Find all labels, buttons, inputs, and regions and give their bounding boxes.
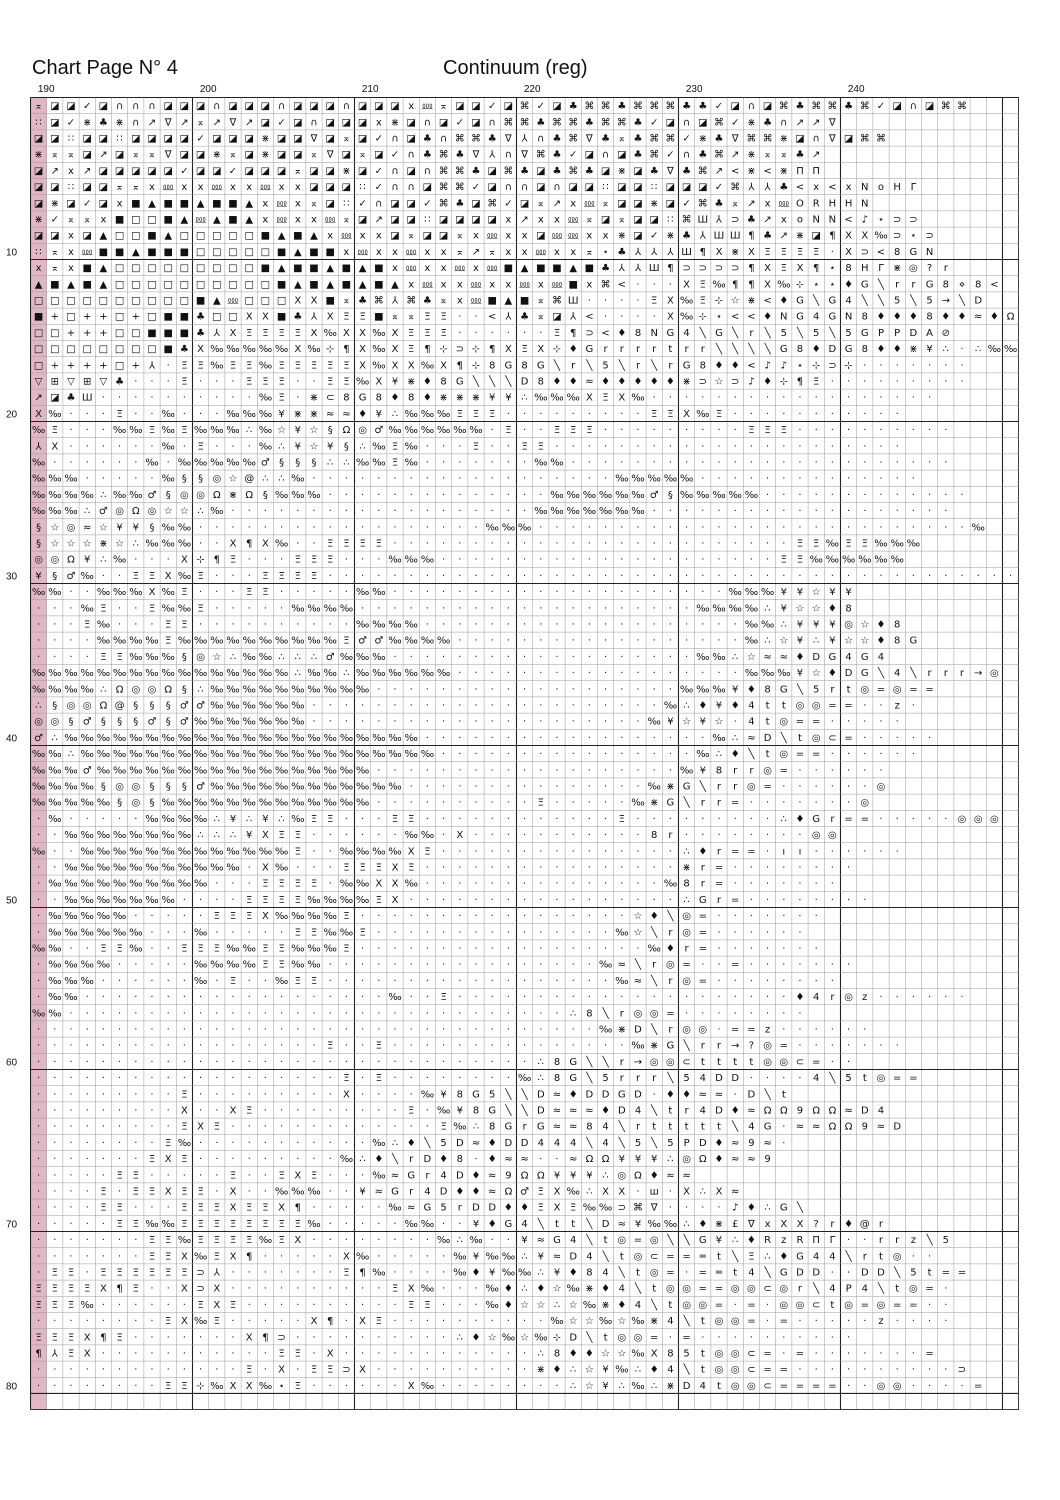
grid-row-symbols: · ‰ ‰ ‰ ‰ ‰ · · · · · Ξ Ξ Ξ Ⅹ ‰ ‰ ‰ ‰ Ξ · · · · · · · · · · · · · · · · · ☆ ♦ ╲ ◎ = · · ⋅ · · ⋅ · — [37, 911, 818, 923]
row-label: 70 — [6, 1219, 18, 1231]
grid-row-symbols: □ □ □ □ □ □ □ □ □ □ ■ ▲ ⅏ □ □ □ Ⅹ Ⅹ ■ ⌅ ♣ ⌘ ⅄ ⌘ ♣ ⌅ ⅹ ⅏ ■ ▲ ■ ⌅ ⌘ Ш · · · · Ξ Ⅹ ‰ Ξ ⊹ ☆ ⋇ < ♦ G ╲ G 4 ╲ ╲ 5 ╲ 5 → ╲ D — [33, 295, 983, 307]
grid-row-symbols: · · · · Ξ Ξ ‰ ‰ ‰ § ◎ ☆ ∴ ‰ ‰ ∴ ∴ ∴ ♂ ‰ ‰ ‰ · · · · · · · · · · · · · · · · · · · ‰ ‰ ∴ ☆ ≈ ≈ ♦ D G 4 G 4 — [37, 651, 885, 663]
column-label: 240 — [847, 84, 865, 95]
grid-row-symbols: · · · · · · · Ξ Ξ Ⅹ ‰ Ξ Ⅹ ¶ · · · · · Ⅹ ‰ · · · · · ‰ ¥ ‰ ‰ ∴ ¥ ≈ D 4 ╲ t ◎ ⊂ = = ═ t ╲ Ξ ∴ ♦ G 4 4 ╲ r t ◎ · · — [37, 1251, 932, 1263]
grid-row-symbols: ‰ ‰ ‰ ‰ ‰ ‰ ‰ ‰ ‰ ‰ ‰ ‰ ‰ ‰ ‰ ‰ ∴ ‰ ‰ ∴ ‰ ‰ ‰ ‰ ‰ ‰ · · · · · · · · · · · · · · · · · · ‰ ‰ ‰ ¥ ☆ ♦ D G ╲ 4 ╲ r r r → ◎ — [31, 668, 999, 680]
grid-row-symbols: ‰ ‰ ‰ ‰ § ◎ ◎ § § § ♂ ‰ ‰ ‰ ‰ ‰ ‰ ‰ ‰ ‰ ‰ ‰ ‰ · · · · · · · · · · · · · · · ‰ ⋇ G ╲ r r ◎ = · · ⋅ · ⋅ · ◎ — [31, 781, 886, 793]
row-label: 60 — [6, 1057, 18, 1069]
symbol-layer — [32, 101, 1017, 1392]
grid-row-symbols: · ‰ ‰ ‰ ‰ ‰ ‰ ‰ ‰ ‰ ‰ · · · Ξ Ξ Ξ Ξ · ‰ ‰ Ⅹ Ⅹ ‰ · · · · · · · · · · · · · · · ‰ 8 r = · · ⋅ · · ⋅ · — [37, 878, 834, 890]
row-label: 80 — [6, 1381, 18, 1393]
grid-row-symbols: ‰ ‰ ‰ ♂ ‰ ‰ ‰ ‰ ‰ ‰ ‰ ‰ ‰ ‰ ‰ ‰ ‰ ‰ ‰ ‰ ‰ · · · · · · · · · · · · · · · · · · · ‰ ¥ 8 r r ◎ = · · ⋅ · ⋅ · — [31, 765, 883, 777]
grid-row-symbols: ‰ Ξ · · · ‰ ‰ Ξ ‰ Ξ ‰ ‰ ‰ ∴ ‰ ☆ ¥ ☆ § Ω ◎ ♂ ‰ ‰ ‰ ‰ ‰ ‰ · Ξ · · Ξ Ξ Ξ · · · · · · · · · Ξ Ξ Ξ · · · · · · · · · · — [31, 425, 948, 437]
grid-row-symbols: · · · · · · · Ξ Ⅹ Ξ · · · · · · · · · ‰ ∴ ♦ ╲ r D ♦ 8 ⋅ ♦ ≈ ≈ ⋅ ⋅ ≈ Ω Ω ¥ ¥ ¥ ∴ ◎ Ω ♦ ≈ ≈ 9 — [37, 1154, 771, 1166]
grid-row-symbols: · · · · · Ξ Ξ · · · · · Ξ · · Ξ Ⅹ Ξ · · · ‰ ≈ G r 4 D ♦ ≈ 9 Ω Ω ¥ ¥ ¥ ∴ ◎ Ω ♦ ≈ ≈ — [37, 1170, 691, 1182]
grid-row-symbols: · ‰ · · · · · ‰ ‰ ‰ ‰ ∴ ¥ ∴ ¥ ∴ ‰ Ξ Ξ · · · Ξ Ξ · · · · · · · · · · · · Ξ · · · · · · · · · ∴ ♦ G r = = · · ⋅ · · ◎ ◎ ◎ — [37, 813, 999, 825]
grid-row-symbols: □ + + + + □ + ⅄ · Ξ Ξ ‰ Ξ Ξ ‰ Ξ Ξ Ξ Ξ Ξ Ⅹ ‰ Ⅹ Ⅹ ‰ Ⅹ ¶ ⊹ 8 G 8 G ╲ r ╲ 5 ╲ r ╲ r G 8 ♦ ♦ < ♪ ♪ ⋆ ⊹ ⊃ ⊹ · · · · · · · — [33, 360, 964, 372]
grid-row-symbols: Ξ Ξ Ξ Ⅹ ¶ Ξ · · · · · · · Ⅹ ¶ ⊃ · · · · · · · · · · ∴ ♦ ☆ ‰ ☆ ‰ ⊹ D ╲ t ◎ ◎ = · = · · ⋅ · · ⋅ · · ⋅ · — [35, 1332, 851, 1344]
grid-row-symbols: □ □ + + + □ □ ■ ■ ■ ♣ ⅄ Ⅹ Ξ Ξ Ξ Ξ Ⅹ ‰ Ⅹ Ⅹ ‰ Ⅹ Ξ Ξ Ξ · · · · · · Ξ ¶ ⊃ < ♦ 8 N G 4 ╲ G ╲ r ╲ 5 ╲ 5 ╲ 5 G P P D A ⊘ — [33, 327, 950, 339]
grid-row-symbols: · · · · · · · · Ξ ‰ · · · · · · · · · · · ‰ ∴ ♦ ╲ 5 D ≈ ♦ D D 4 4 4 ╲ 4 ╲ 5 ╲ 5 P D ♦ ≈ 9 ≈ ⋅ — [37, 1137, 786, 1149]
grid-row-symbols: Ξ Ξ Ξ ‰ · · · · · · Ξ Ⅹ Ξ · · · · · · · · · · Ξ Ξ · · · ‰ ♦ ☆ ☆ ∴ ☆ ‰ ⋇ ♦ 4 ╲ t ◎ ◎ = · = · ◎ ◎ ⊂ t ◎ = ◎ = = · · — [35, 1299, 948, 1311]
row-label: 10 — [6, 247, 18, 259]
row-label: 40 — [6, 733, 18, 745]
grid-row-symbols: ▲ ■ ▲ ■ ▲ □ □ □ □ □ □ □ □ □ □ ■ ▲ ■ ▲ ■ ▲ ■ ▲ ⅹ ⅏ ⅹ ⅹ ⅏ ⅹ ⅹ ⅏ ⅹ ⅏ ■ ⅹ ⌘ < · · · Ⅹ Ξ ‰ ¶ ¶ Ⅹ ‰ ⊹ ⋆ ⋆ ♦ G ╲ r r G 8 ⋄ 8 < — [34, 279, 999, 291]
grid-row-symbols: · ‰ ‰ ‰ · · · · · · ‰ · Ξ · · ‰ Ξ Ξ · · · · · · · · · · · · · · · · · · ‰ ≈ ╲ r ◎ = · · ⋅ · · · ⋅ · — [37, 975, 834, 987]
grid-row-symbols: · ‰ ‰ ‰ ‰ ‰ ‰ · · · ‰ · · · · · Ξ Ξ ‰ ‰ Ξ · · · · · · · · · · · · · · · ‰ ☆ ╲ r ◎ = · ⋅ · · ⋅ · — [37, 927, 802, 939]
grid-row-symbols: ⅹ ⌅ ⅹ ■ ▲ □ □ □ □ □ □ □ □ □ ■ ▲ ■ ■ ▲ ■ ▲ ■ ⅹ ⅏ ⅹ ⅹ ⅏ ⅹ ⅏ ■ ▲ ■ ■ ▲ ■ ♣ ⅄ ⅄ Ш ¶ ⊃ ⊃ ⊃ ⊃ ¶ Ⅹ Ξ Ⅹ ¶ ⋆ 8 H Γ ⋇ ◎ ? r — [35, 263, 948, 275]
grid-row-symbols: ∴ § ◎ ◎ Ω @ § § § ♂ ♂ ‰ ‰ ‰ ‰ ‰ ‰ · · · · · · · · · · · · · · · · · · · · · · ‰ ∴ ♦ ¥ ♦ 4 t t ◎ ◎ = = · · z · — [35, 700, 915, 712]
grid-row-symbols: · · · · Ξ Ξ · · · Ξ Ξ Ξ Ⅹ Ξ Ξ Ⅹ ¶ · · · · · ‰ ≈ G 5 r D D ♦ ♦ Ξ Ⅹ Ξ ‰ ‰ ⊃ ⌘ ∇ · · ⋅ · ♪ ♦ ∴ G ╲ — [37, 1202, 803, 1214]
row-label: 30 — [6, 571, 18, 583]
grid-row-symbols: · · · · · · · · Ξ Ξ ⊹ ‰ Ⅹ Ⅹ ‰ ⋆ Ξ · · · · · · Ⅹ ‰ · · · · · · · · ∴ ☆ ¥ ∴ ‰ ∴ ⋇ D 4 t ◎ ◎ ⊂ = = = = · · ◎ ◎ ⋅ · · ⋅ = — [37, 1380, 983, 1392]
grid-row-symbols: ‰ ‰ ∴ ‰ ‰ ‰ ‰ ‰ ‰ ‰ ‰ ‰ ‰ ‰ ‰ ‰ ‰ ‰ ‰ ‰ ‰ ‰ ‰ ‰ ‰ · · · · · · · · · · · · · · · · ‰ ∴ ♦ ╲ t ◎ = = · · ⋅ · · ⋅ — [31, 749, 915, 761]
grid-row-symbols: · · · · · · · · · · · · · · · · · · · Ξ · Ξ · · · · · · · · ‰ ∴ 8 G ╲ 5 r r r ╲ 5 4 D D ⋅ ⋅ ⋅ ⋅ 4 ╲ 5 t ◎ = = — [37, 1073, 918, 1085]
grid-row-symbols: ⌅ ◪ ◪ ✓ ◪ ∩ ∩ ∩ ◪ ◪ ◪ ∩ ◪ ◪ ◪ ∩ ◪ ◪ ◪ ∩ ◪ ◪ ◪ ⅹ ⅏ ⌅ ◪ ◪ ✓ ◪ ⌘ ✓ ◪ ♣ ⌘ ⌘ ♣ ⌘ ⌘ ⌘ ♣ ♣ ✓ ◪ ∩ ◪ ⌘ ♣ ⌘ ⌘ ♣ ⌘ ✓ ◪ ∩ ◪ ⌘ ⌘ — [34, 101, 967, 113]
grid-row-symbols: ‰ · · · · · · ‰ · ‰ ‰ ‰ ‰ ‰ ♂ § § § ∴ ∴ ‰ ‰ Ξ ‰ · · · · · · · ‰ ‰ · · · · · · · · · · · · · · · · · · · · · · · · — [31, 457, 948, 469]
grid-row-symbols: ⅄ Ⅹ · · · · · · ‰ · Ξ · · · ‰ ∴ ¥ ☆ ¥ § ∴ ‰ Ξ ‰ · · · Ξ · · Ξ Ξ · · · · · · · · · · · · · · · · · · · · · · — [35, 441, 899, 453]
grid-row-symbols: · · · · · · · · · Ξ Ⅹ Ξ · · · · · · · · · · · · · Ξ ‰ ∴ 8 G r G ≈ ≈ 8 4 ╲ r t t t t t ╲ 4 G ⋅ ≈ ≈ Ω Ω 9 ≈ D — [37, 1121, 902, 1133]
grid-row-symbols: · ‰ ‰ · · · · · · · · · · · · · · · · · · · ‰ · · Ξ · · · · · · · · · · · · · · · · · · · · · ♦ 4 r ◎ z · ⋅ · · ⋅ · — [37, 992, 964, 1004]
grid-row-symbols: ↗ ◪ ♣ Ш · · · · · · · · · · ‰ Ξ · ⋇ ⊂ 8 G 8 ♦ 8 ♦ ⋇ ⋇ ⋇ ¥ ¥ ∴ ‰ ‰ ‰ Ⅹ Ξ Ⅹ ‰ · · · · · · · · · · · · · · · · · · — [34, 392, 932, 404]
grid-row-symbols: · · · Ξ ‰ · · · Ξ Ξ · · · · · · · · · · ‰ ‰ ‰ ‰ · · · · · · · · · · · · · · · · · · · · ‰ ‰ ∴ ¥ ¥ ¥ ◎ ☆ ♦ 8 — [37, 619, 901, 631]
grid-row-symbols: · · ‰ ‰ ‰ ‰ ‰ ‰ ‰ · · · · Ξ Ξ Ξ Ξ ‰ ‰ ‰ ‰ Ξ Ⅹ · · · · · · · · · · · · · · · · · ∴ G r = · · · ⋅ · · ⋅ · — [37, 894, 867, 906]
grid-row-symbols: ‰ · · ‰ ‰ ‰ ‰ ‰ ‰ ‰ ‰ ‰ ‰ ‰ ‰ ‰ Ξ · · ‰ ‰ ‰ ‰ Ⅹ Ξ · · · · · · · · · · · · · · · ∴ ♦ r = = · ı ı · ⋅ · · ⋅ · — [31, 846, 899, 858]
grid-row-symbols: · Ξ Ξ · Ξ Ξ Ξ Ξ Ξ Ξ ⊃ ⅄ · · · · · · · Ξ ¶ ‰ · · · · ‰ ♦ ¥ ‰ ‰ ∴ ¥ ♦ 8 4 ╲ t ◎ = · = ═ t 4 ╲ G D D ⋅ ⋅ D D ╲ 5 t = = — [37, 1267, 967, 1279]
grid-row-symbols: Ξ Ξ Ξ Ξ Ⅹ ¶ Ξ · · Ⅹ ⊃ Ⅹ · · · · · · · · · · Ξ Ⅹ ‰ · · · ‰ ♦ ∴ ♦ ☆ ‰ ⋇ ♦ 4 ╲ t ◎ ◎ = = ◎ ◎ ⊂ ◎ r ╲ 4 P 4 ╲ t ◎ = · — [35, 1283, 948, 1295]
grid-row-symbols: · · · · · · · · · · · · · Ξ · Ⅹ · Ξ Ξ ⊃ Ⅹ · · · · · · · · · · ⋇ ♦ ∴ ☆ ¥ ‰ ∴ ♦ 4 ╲ t ◎ ◎ ⊂ = = · · · · · ⋅ · · ⋅ · ⊃ — [37, 1364, 967, 1376]
grid-row-symbols: ⋇ ✓ ⌅ ⌅ ⅹ ■ □ □ ■ ▲ ⅏ ▲ ■ ▲ ⅹ ⅏ ⅹ ⅹ ⅏ ⌅ ◪ ↗ ◪ ◪ ∷ ◪ ◪ ◪ ◪ ⅹ ↗ ⅹ ⅹ ⅏ ⌅ ◪ ⌅ ◪ ◪ ∷ ⌘ Ш ⅄ ⊃ ♣ ↗ ⅹ ο N N < ♪ ⋆ ⊃ ⊃ — [34, 214, 918, 226]
cross-stitch-pattern-grid — [30, 97, 1019, 1410]
grid-row-symbols: · · · · · · · · · · · · · · · · · · · · · · · · · · · · · · · · · · · ‰ ⋇ D ╲ r ◎ ◎ · = = z · ⋅ · · ⋅ · — [37, 1024, 867, 1036]
grid-row-symbols: ♂ ∴ ‰ ‰ ‰ ‰ ‰ ‰ ‰ ‰ ‰ ‰ ‰ ‰ ‰ ‰ ‰ ‰ ‰ ‰ ‰ ‰ ‰ ‰ · · · · · · · · · · · · · · · · · · ‰ ∴ ≈ D ╲ t ◎ ⊂ = · ⋅ · ⋅ · — [34, 732, 932, 744]
grid-row-symbols: ◪ ◪ ∷ ◪ ◪ ∷ ◪ ◪ ◪ ◪ ✓ ◪ ◪ ◪ ⋇ ◪ ◪ ∇ ◪ ⌅ ◪ ✓ ∩ ◪ ♣ ∩ ⌘ ⌘ ♣ ∇ ⅄ ∩ ♣ ⌘ ∇ ♣ ⌅ ♣ ⌘ ⌘ ✓ ⋇ ♣ ∇ ⌘ ⌘ ⋇ ◪ ∩ ∇ ◪ ⌘ ⌘ — [33, 133, 886, 145]
grid-row-symbols: ◪ ⋇ ◪ ✓ ◪ ⅹ ■ ▲ ■ ■ ▲ ■ ■ ▲ ⅹ ⅏ ⅹ ⌅ ◪ ∷ ✓ ∩ ◪ ◪ ✓ ⌘ ♣ ◪ ⌘ ✓ ◪ ⌅ ↗ ⅹ ⅏ ⌅ ◪ ◪ ⋇ ◪ ✓ ⌘ ♣ ⌅ ↗ ⅹ ⅏ O R H H N — [33, 198, 869, 210]
column-label: 200 — [199, 84, 217, 95]
grid-row-symbols: · · · · · · · · · · · · · · · · · · Ξ · · Ξ · · · · · · · · · · · · · · · ‰ ⋇ G ╲ r r → ? ◎ = · · ⋅ · · ⋅ · — [37, 1040, 899, 1052]
chart-title: Continuum (reg) — [443, 57, 588, 79]
grid-row-symbols: · · · · · · · · Ξ Ⅹ ‰ Ξ · · · · · Ⅹ ¶ · Ⅹ Ξ · · · · · · · · · · ‰ ☆ ☆ ‰ ☆ ‰ ⋇ 4 ╲ t ◎ ◎ = · = · · ⋅ · · z · · ⋅ · — [37, 1316, 948, 1328]
grid-row-symbols: ‰ ‰ ‰ ‰ ∴ ‰ ‰ ♂ § ◎ ◎ Ω ⋇ Ω § ‰ ‰ ‰ · · · · · · · · · · · · · · ‰ ‰ ‰ ‰ ‰ ‰ ♂ § ‰ ‰ ‰ ‰ ‰ · · · · · · · · · · · · · — [31, 489, 964, 501]
grid-row-symbols: ◪ ◪ ⅹ ◪ ▲ □ □ ■ ▲ □ □ □ □ □ ■ ▲ ■ ▲ ⅹ ⅏ ⅹ ⅹ ◪ ⌅ ◪ ◪ ⌅ ⅹ ⅏ ⅹ ⅹ ◪ ⅏ ⅏ ⅹ ⅹ ⋇ ◪ ✓ ⋇ ♣ ⅄ Ш Ш ¶ ♣ ↗ ⋇ ◪ ¶ Ⅹ Ⅹ ‰ ⊃ ⋆ ⊃ — [33, 230, 934, 242]
column-label: 230 — [685, 84, 703, 95]
row-label: 20 — [6, 409, 18, 421]
grid-row-symbols: · · · · · · · Ξ Ξ ‰ Ξ Ξ Ξ Ξ ‰ Ξ Ⅹ · · · · · · · · ‰ ∴ ‰ · · ¥ ≈ G 4 ╲ t ◎ = ◎ ╲ ╲ G ¥ ∴ ♦ R z R П Γ · · r r z ╲ 5 — [37, 1235, 949, 1247]
grid-row-symbols: ⋇ ⌅ ⌅ ◪ ↗ ◪ ⌅ ⌅ ∇ ◪ ◪ ⋇ ⌅ ◪ ⋇ ◪ ◪ ⌅ ∇ ◪ ⌅ ◪ ✓ ∩ ♣ ⌘ ♣ ∇ ⅄ ∩ ∇ ⌘ ♣ ✓ ◪ ∩ ◪ ♣ ⌘ ✓ ∩ ♣ ⌘ ↗ ⋇ ⌅ ⌅ ♣ ↗ — [34, 149, 821, 161]
grid-row-symbols: · · · · · · · · · · · · · · · · · · · · · · · · · · · · · · · ∴ 8 G ╲ ╲ r → ◎ ◎ ⊂ t t t t ◎ ◎ ⊂ = · · — [37, 1056, 851, 1068]
grid-row-symbols: ‰ ‰ · · · · · · · · · · · · · · · · · · · · · · · · · · · · · · · ∴ 8 ╲ r ◎ ◎ = · · · ⋅ · · ⋅ · — [31, 1008, 802, 1020]
grid-row-symbols: □ □ □ □ □ □ □ □ ■ ♣ Ⅹ ‰ ‰ ‰ ‰ ‰ Ⅹ ‰ ⊹ ¶ Ⅹ ‰ Ⅹ Ξ ¶ ⊹ ⊃ ⊹ ¶ Ⅹ Ξ Ⅹ ⊹ ♦ G r r r r t r r ╲ ╲ ╲ ╲ G 8 ♦ D G 8 ♦ ♦ ⋇ ¥ ∴ · ∴ ‰ ‰ — [33, 344, 1018, 356]
grid-row-symbols: ‰ ‰ ‰ ‰ ‰ § ◎ § ‰ ‰ ‰ ‰ ‰ ‰ ‰ ‰ ‰ ‰ ‰ ‰ ‰ · · · · · · · · · · Ξ · · · · · ‰ ⋇ G ╲ r r = · · · · ⋅ · · ◎ — [31, 797, 870, 809]
grid-row-symbols: ‰ ‰ ‰ · · · · · ‰ § § ◎ ☆ @ ∴ ∴ ‰ · · · · · · · · · · · · · · · · · · · ‰ ‰ ‰ ‰ ‰ · · · · · · · · · · · · · · — [31, 473, 915, 485]
grid-row-symbols: · · · ‰ Ξ · · Ξ ‰ ‰ Ξ · · · · · ‰ ‰ ‰ ‰ · · · · · · · · · · · · · · · · · · · · · ‰ ‰ ‰ ‰ ∴ ¥ ☆ ☆ ♦ 8 — [37, 603, 852, 615]
grid-row-symbols: ¶ ⅄ Ξ Ⅹ · · · · · · · · · · · Ξ Ξ · Ⅹ · · · · · · · · · · · · ∴ 8 ♦ ♦ ☆ ☆ ‰ Ⅹ 8 5 t ◎ ◎ ⊂ = · = · · ⋅ · · ⋅ · = — [35, 1348, 934, 1360]
grid-row-symbols: Ⅹ ‰ · · · Ξ · · ‰ · · · ‰ ‰ ‰ ¥ ⋇ ⋇ ≈ ≈ ♦ ¥ ∴ ‰ ‰ ‰ Ξ Ξ Ξ · · · · · · · · · Ξ Ξ Ⅹ ‰ Ξ · · · · · · · · · · · — [35, 408, 899, 420]
column-label: 220 — [523, 84, 541, 95]
grid-row-symbols: ▽ ⊞ ▽ ⊞ ▽ ♣ · · · Ξ · · · Ξ Ξ Ξ · · Ξ Ξ ‰ Ⅹ ¥ ⋇ ♦ 8 G ╲ ╲ ╲ D 8 ♦ ♦ ≈ ♦ ♦ ♦ ♦ ♦ ⋇ ⊃ ☆ ⊃ ♪ ♦ ⊹ ¶ Ξ · · · · · · · · · — [34, 376, 964, 388]
grid-row-symbols: ◎ ◎ § ♂ § § § ♂ § ♂ ‰ ‰ ‰ ‰ ‰ ‰ ‰ · · · · · · · · · · · · · · · · · · · · · ‰ ¥ ☆ ¥ ☆ ⋅ 4 t ◎ = = · · ⋅ · · — [34, 716, 899, 728]
grid-row-symbols: § ☆ ☆ ☆ ⋇ ☆ ∴ ‰ ‰ ‰ · · Ⅹ ¶ Ⅹ ‰ · · Ξ Ξ Ξ Ξ · · · · · · · · · · · · · · · · · · · · · · · · · Ξ Ξ ‰ Ξ Ξ ‰ ‰ ‰ — [36, 538, 921, 550]
grid-row-symbols: ◎ ◎ Ω ¥ ∴ ‰ · · · Ⅹ ⊹ ¶ Ξ · · · Ξ Ξ Ξ · · · ‰ ‰ ‰ · · · · · · · · · · · · · · · · · · · · · Ξ Ξ ‰ ‰ ‰ ‰ ‰ ‰ — [34, 554, 904, 566]
chart-header — [0, 0, 1060, 95]
grid-row-symbols: · · · · ‰ ‰ ‰ ‰ Ξ ‰ ‰ ‰ ‰ ‰ ‰ ‰ ‰ ‰ ‰ Ξ ♂ ♂ ‰ ‰ ‰ ‰ · · · · · · · · · · · · · · · · · · ‰ ∴ ☆ ¥ ∴ ¥ ☆ ☆ ♦ 8 G — [37, 635, 918, 647]
grid-row-symbols: ‰ ‰ · · Ξ Ξ ‰ · · Ξ Ξ Ξ ‰ ‰ Ξ Ξ ‰ ‰ ‰ Ξ · · · · · · · · · · · · · · · · · · ‰ ♦ r = · · ⋅ · · ⋅ · — [31, 943, 818, 955]
grid-row-symbols: · · · · Ξ · Ξ Ξ Ⅹ Ξ Ξ · Ⅹ · · ‰ ‰ ‰ · · ¥ ≈ G r 4 D ♦ ♦ ≈ Ω ♂ Ξ Ⅹ ‰ ∴ Ⅹ Ⅹ · ш · Ⅹ ∴ Ⅹ ≈ — [37, 1186, 740, 1198]
grid-row-symbols: ∷ ⌅ ⅹ ⅏ ■ ■ ▲ ■ ■ ■ □ □ □ □ □ ■ ▲ ■ ■ ⅹ ⅏ ⅹ ⅹ ⅏ ⅹ ⅹ ⌅ ↗ ⌅ ⅹ ⅹ ⅏ ⅹ ⅹ ⌅ ⋆ ♣ ⅄ ⅄ ⅄ Ш ¶ Ⅹ ⋇ Ⅹ Ξ Ξ Ξ Ξ · Ⅹ ⊃ < 8 G N — [35, 246, 934, 258]
column-label: 190 — [37, 84, 55, 95]
grid-row-symbols: ¥ § ♂ ‰ · · Ξ Ξ Ⅹ ‰ Ξ · · · Ξ Ξ Ξ Ξ · · · · · · · · · · · · · · · · · · · · · · · · · · · · · · · · · · · · · · · · · · · — [35, 570, 1013, 582]
grid-row-symbols: § ☆ ◎ ≈ ☆ ¥ ¥ § ‰ ‰ · · · · · · · · · · · · · · · · · · ‰ ‰ ‰ · · · · · · · · · · · · · · · · · · · · · · · · · · · ‰ — [36, 522, 985, 534]
page-title: Chart Page N° 4 — [32, 57, 178, 79]
grid-row-symbols: · · · · · · · · · Ξ · · · · · · · · · Ⅹ · · · · ‰ ¥ 8 G 5 ╲ ╲ D ≈ ♦ D D G D ⋅ ♦ ♦ ≈ ≈ ⋅ D ╲ t — [37, 1089, 786, 1101]
grid-row-symbols: ◪ ↗ ⅹ ↗ ◪ ◪ ◪ ◪ ◪ ✓ ◪ ◪ ✓ ◪ ◪ ◪ ⌅ ◪ ◪ ⋇ ◪ ✓ ∩ ◪ ∩ ⌘ ⌘ ♣ ◪ ⌘ ♣ ◪ ♣ ⌘ ♣ ◪ ⋇ ◪ ♣ ∇ ♣ ⌘ ↗ < ⋇ < ⋇ П П — [33, 165, 820, 177]
grid-row-symbols: · · · · · Ξ Ξ ‰ ‰ Ξ Ξ Ξ Ξ Ξ Ξ Ξ Ξ ‰ · · · · · ‰ ‰ · · ¥ ♦ G 4 ╲ t t ╲ D ≈ ¥ ‰ ‰ ∴ ♦ ⋇ £ ∇ ⅹ Ⅹ Ⅹ ? r ♦ @ r — [37, 1218, 884, 1230]
grid-row-symbols: ∷ ◪ ✓ ⋇ ♣ ⋇ ∩ ↗ ∇ ↗ ⌅ ↗ ∇ ↗ ◪ ✓ ◪ ∩ ◪ ◪ ◪ ⅹ ⋇ ◪ ∩ ◪ ✓ ◪ ∩ ⌘ ⌘ ♣ ⌘ ⌘ ♣ ⌘ ⌘ ♣ ✓ ◪ ∩ ◪ ⌘ ✓ ⋇ ♣ ∩ ↗ ↗ ∇ — [35, 117, 836, 129]
grid-row-symbols: ‰ ‰ ‰ ∴ ♂ ◎ Ω ◎ ☆ ☆ ∴ ‰ · · · · · · · · · · · · · · · · · · · ‰ ‰ ‰ ‰ ‰ ‰ ‰ · · · · · · · · · · · · · · · · · · · — [31, 506, 948, 518]
grid-row-symbols: · · ‰ ‰ ‰ ‰ ‰ ‰ ‰ ‰ ∴ ∴ ∴ ¥ Ⅹ Ξ Ξ · · · · · · ‰ ‰ · Ⅹ · · · · · · · · · · · 8 r · · · ⋅ · · ⋅ · ◎ ◎ — [37, 830, 837, 842]
grid-row-symbols: ‰ ‰ · · ‰ ‰ ‰ Ⅹ ‰ Ξ · · · Ξ Ξ · · · · · ‰ ‰ · · · · · · · · · · · · · · · · · · · · · ‰ ‰ ‰ ¥ ¥ ☆ ¥ ¥ — [31, 587, 852, 599]
column-label: 210 — [361, 84, 379, 95]
grid-row-symbols: · · ‰ ‰ ‰ ‰ ‰ ‰ ‰ ‰ ‰ ‰ ‰ · Ⅹ ‰ · · · Ξ Ξ Ξ Ⅹ Ξ · · · · · · · · · · · · · · · · ⋇ r = · · · ⋅ · · ⋅ · — [37, 862, 851, 874]
grid-row-symbols: ‰ ‰ ‰ ‰ ∴ Ω ◎ ◎ Ω § ∴ ‰ ‰ ‰ ‰ ‰ ‰ ‰ ‰ ‰ ‰ · · · · · · · · · · · · · · · · · · · ‰ ‰ ‰ ¥ ♦ 8 G ╲ 5 r t ◎ = ◎ = = — [31, 684, 934, 696]
row-label: 50 — [6, 895, 18, 907]
pattern-grid-container — [30, 97, 1019, 1410]
grid-row-symbols: ◪ ◪ ∷ ◪ ◪ ⌅ ⌅ ⅹ ⅏ ⅹ ⅹ ⅏ ⅹ ⅹ ⅏ ⅹ ⅹ ◪ ◪ ◪ ∷ ✓ ∩ ∩ ◪ ⌘ ⌘ ✓ ◪ ∩ ∩ ◪ ∩ ◪ ◪ ∷ ◪ ◪ ∷ ◪ ◪ ◪ ✓ ⌘ ⅄ ⅄ ♣ < ⅹ < ⅹ N ο H Γ — [33, 182, 917, 194]
grid-row-symbols: · · · · · · · · · Ⅹ · · Ⅹ Ξ · · · · · · · · · Ξ · ‰ ¥ 8 G ╲ ╲ D ≈ ≈ ≈ ♦ D 4 ╲ t r 4 D ♦ ≈ Ω Ω 9 Ω Ω ≈ D 4 — [37, 1105, 885, 1117]
grid-row-symbols: ■ + □ + + □ + □ ■ ■ ♣ □ □ Ⅹ Ⅹ ■ ♣ ⅄ Ⅹ Ξ Ξ ■ ⌅ ⌅ Ξ Ξ ⋅ ⋅ < ⅄ ♣ ⌅ ◪ ⅄ < · · ⋅ · Ⅹ ‰ ⊹ ⋆ < < ♦ N G 4 G N 8 ♦ ♦ ♦ 8 ♦ ♦ ≈ ♦ Ω — [33, 311, 1015, 323]
grid-row-symbols: · ‰ ‰ ‰ ‰ · · · · · ‰ ‰ ‰ ‰ Ξ Ξ ‰ ‰ · · · · · · · · · · · · · · · · · ‰ ≈ ╲ r ◎ = · · = · · ⋅ · · ⋅ · — [37, 959, 851, 971]
